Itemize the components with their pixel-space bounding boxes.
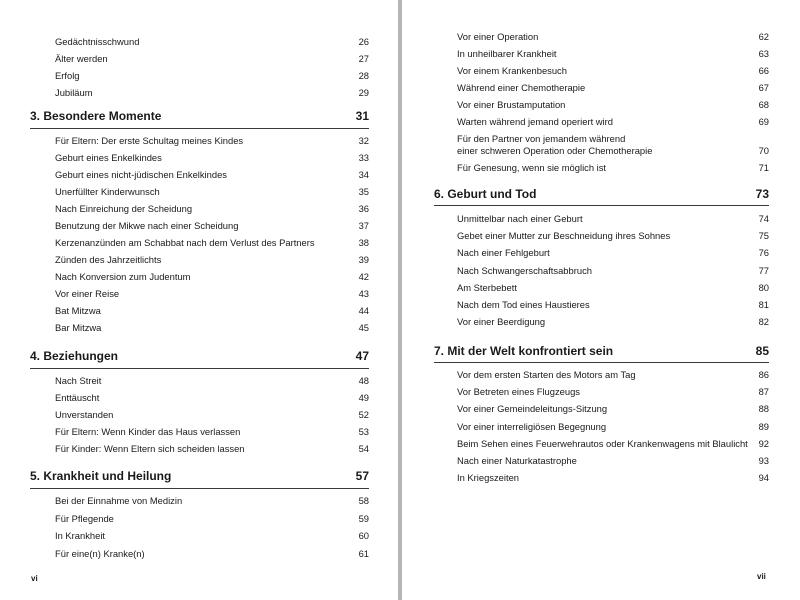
toc-entry-page: 38	[358, 237, 369, 248]
toc-entry-label-continued: einer schweren Operation oder Chemotherapie	[457, 145, 653, 156]
section-rule	[30, 488, 369, 489]
section-title: 5. Krankheit und Heilung	[30, 469, 172, 483]
toc-entry-page: 61	[358, 548, 369, 559]
section-rule	[30, 128, 369, 129]
toc-entry-label: Nach dem Tod eines Haustieres	[457, 299, 590, 310]
toc-entry-page: 33	[358, 152, 369, 163]
toc-entry-label: Während einer Chemotherapie	[457, 82, 586, 93]
toc-entry-label: Älter werden	[55, 53, 108, 64]
toc-entry-page: 37	[358, 220, 369, 231]
toc-entry-page: 81	[758, 299, 769, 310]
toc-entry-label: Gebet einer Mutter zur Beschneidung ihres Sohnes	[457, 230, 671, 241]
toc-entry-label: Beim Sehen eines Feuerwehrautos oder Krankenwagens mit Blaulicht	[457, 438, 748, 449]
toc-entry-page: 63	[758, 48, 769, 59]
toc-entry-label: Geburt eines nicht-jüdischen Enkelkindes	[55, 169, 227, 180]
toc-entry-page: 82	[758, 316, 769, 327]
toc-entry-label: Nach einer Fehlgeburt	[457, 247, 550, 258]
section-rule	[30, 368, 369, 369]
section-title: 6. Geburt und Tod	[434, 187, 537, 201]
toc-entry-page: 26	[358, 36, 369, 47]
toc-entry-page: 32	[358, 135, 369, 146]
toc-entry-page: 28	[358, 70, 369, 81]
section-rule	[434, 205, 769, 206]
toc-entry-page: 93	[758, 455, 769, 466]
toc-entry-page: 27	[358, 53, 369, 64]
toc-entry-page: 71	[758, 162, 769, 173]
section-rule	[434, 362, 769, 363]
toc-entry-label: Vor einer interreligiösen Begegnung	[457, 421, 607, 432]
toc-entry-label: Unerfüllter Kinderwunsch	[55, 186, 160, 197]
toc-entry-page: 66	[758, 65, 769, 76]
toc-entry-page: 49	[358, 392, 369, 403]
toc-entry-label: Kerzenanzünden am Schabbat nach dem Verlust des Partners	[55, 237, 315, 248]
toc-entry-label: Unmittelbar nach einer Geburt	[457, 213, 583, 224]
toc-entry-page: 86	[758, 369, 769, 380]
toc-entry-label: Für Eltern: Der erste Schultag meines Kindes	[55, 135, 244, 146]
left-page	[0, 0, 398, 600]
toc-entry-page: 87	[758, 386, 769, 397]
toc-entry-label: Zünden des Jahrzeitlichts	[55, 254, 162, 265]
section-title: 4. Beziehungen	[30, 349, 119, 363]
toc-entry-page: 58	[358, 495, 369, 506]
toc-entry-label: Vor einer Reise	[55, 288, 120, 299]
toc-entry-label: Bar Mitzwa	[55, 322, 102, 333]
toc-entry-page: 29	[358, 87, 369, 98]
toc-entry-label: Für Kinder: Wenn Eltern sich scheiden lassen	[55, 443, 245, 454]
toc-entry-label: Bei der Einnahme von Medizin	[55, 495, 183, 506]
toc-entry-label: Für Genesung, wenn sie möglich ist	[457, 162, 607, 173]
right-page	[402, 0, 800, 600]
section-page: 47	[355, 349, 369, 363]
toc-entry-page: 35	[358, 186, 369, 197]
toc-entry-label: Für Pflegende	[55, 513, 114, 524]
toc-entry-page: 36	[358, 203, 369, 214]
toc-entry-page: 76	[758, 247, 769, 258]
toc-entry-page: 43	[358, 288, 369, 299]
toc-entry-page: 74	[758, 213, 769, 224]
toc-entry-label: Geburt eines Enkelkindes	[55, 152, 162, 163]
toc-entry-label: Erfolg	[55, 70, 80, 81]
toc-entry-label: Für Eltern: Wenn Kinder das Haus verlassen	[55, 426, 241, 437]
toc-entry-label: Nach Streit	[55, 375, 102, 386]
right-folio: vii	[757, 572, 766, 581]
toc-entry-page: 67	[758, 82, 769, 93]
section-page: 57	[355, 469, 369, 483]
section-title: 7. Mit der Welt konfrontiert sein	[434, 344, 614, 358]
toc-entry-label: Vor dem ersten Starten des Motors am Tag	[457, 369, 636, 380]
left-folio: vi	[31, 574, 38, 583]
toc-entry-page: 68	[758, 99, 769, 110]
section-title: 3. Besondere Momente	[30, 109, 162, 123]
toc-entry-label: In unheilbarer Krankheit	[457, 48, 557, 59]
toc-entry-label: Enttäuscht	[55, 392, 100, 403]
toc-entry-page: 92	[758, 438, 769, 449]
toc-entry-page: 89	[758, 421, 769, 432]
toc-entry-label: Vor einem Krankenbesuch	[457, 65, 567, 76]
toc-entry-label: Vor einer Beerdigung	[457, 316, 546, 327]
toc-entry-page: 48	[358, 375, 369, 386]
toc-entry-page: 53	[358, 426, 369, 437]
toc-entry-page: 94	[758, 472, 769, 483]
section-page: 85	[755, 344, 769, 358]
section-page: 31	[355, 109, 369, 123]
toc-entry-label: Gedächtnisschwund	[55, 36, 140, 47]
toc-entry-label: Für den Partner von jemandem während	[457, 133, 626, 144]
toc-entry-label: Vor einer Brustamputation	[457, 99, 566, 110]
toc-entry-label: Nach Schwangerschaftsabbruch	[457, 265, 592, 276]
toc-entry-label: Warten während jemand operiert wird	[457, 116, 613, 127]
toc-entry-page: 54	[358, 443, 369, 454]
toc-entry-page: 69	[758, 116, 769, 127]
toc-entry-label: In Krankheit	[55, 530, 106, 541]
toc-entry-label: In Kriegszeiten	[457, 472, 520, 483]
toc-entry-page: 77	[758, 265, 769, 276]
toc-entry-label: Unverstanden	[55, 409, 114, 420]
toc-entry-page: 60	[358, 530, 369, 541]
section-page: 73	[755, 187, 769, 201]
toc-entry-page: 45	[358, 322, 369, 333]
toc-entry-label: Am Sterbebett	[457, 282, 517, 293]
toc-entry-page: 52	[358, 409, 369, 420]
toc-entry-label: Jubiläum	[55, 87, 93, 98]
toc-entry-page: 39	[358, 254, 369, 265]
toc-entry-label: Für eine(n) Kranke(n)	[55, 548, 145, 559]
toc-entry-page: 44	[358, 305, 369, 316]
toc-entry-page: 88	[758, 403, 769, 414]
toc-entry-page: 75	[758, 230, 769, 241]
toc-entry-page: 34	[358, 169, 369, 180]
toc-entry-page: 80	[758, 282, 769, 293]
toc-entry-label: Nach Konversion zum Judentum	[55, 271, 191, 282]
toc-entry-page: 59	[358, 513, 369, 524]
toc-entry-label: Vor Betreten eines Flugzeugs	[457, 386, 580, 397]
toc-entry-page: 42	[358, 271, 369, 282]
toc-entry-page: 62	[758, 31, 769, 42]
toc-entry-label: Nach einer Naturkatastrophe	[457, 455, 577, 466]
toc-entry-label: Nach Einreichung der Scheidung	[55, 203, 193, 214]
toc-entry-label: Vor einer Operation	[457, 31, 539, 42]
toc-entry-label: Benutzung der Mikwe nach einer Scheidung	[55, 220, 239, 231]
toc-entry-label: Bat Mitzwa	[55, 305, 101, 316]
toc-entry-label: Vor einer Gemeindeleitungs-Sitzung	[457, 403, 608, 414]
toc-entry-page: 70	[758, 145, 769, 156]
